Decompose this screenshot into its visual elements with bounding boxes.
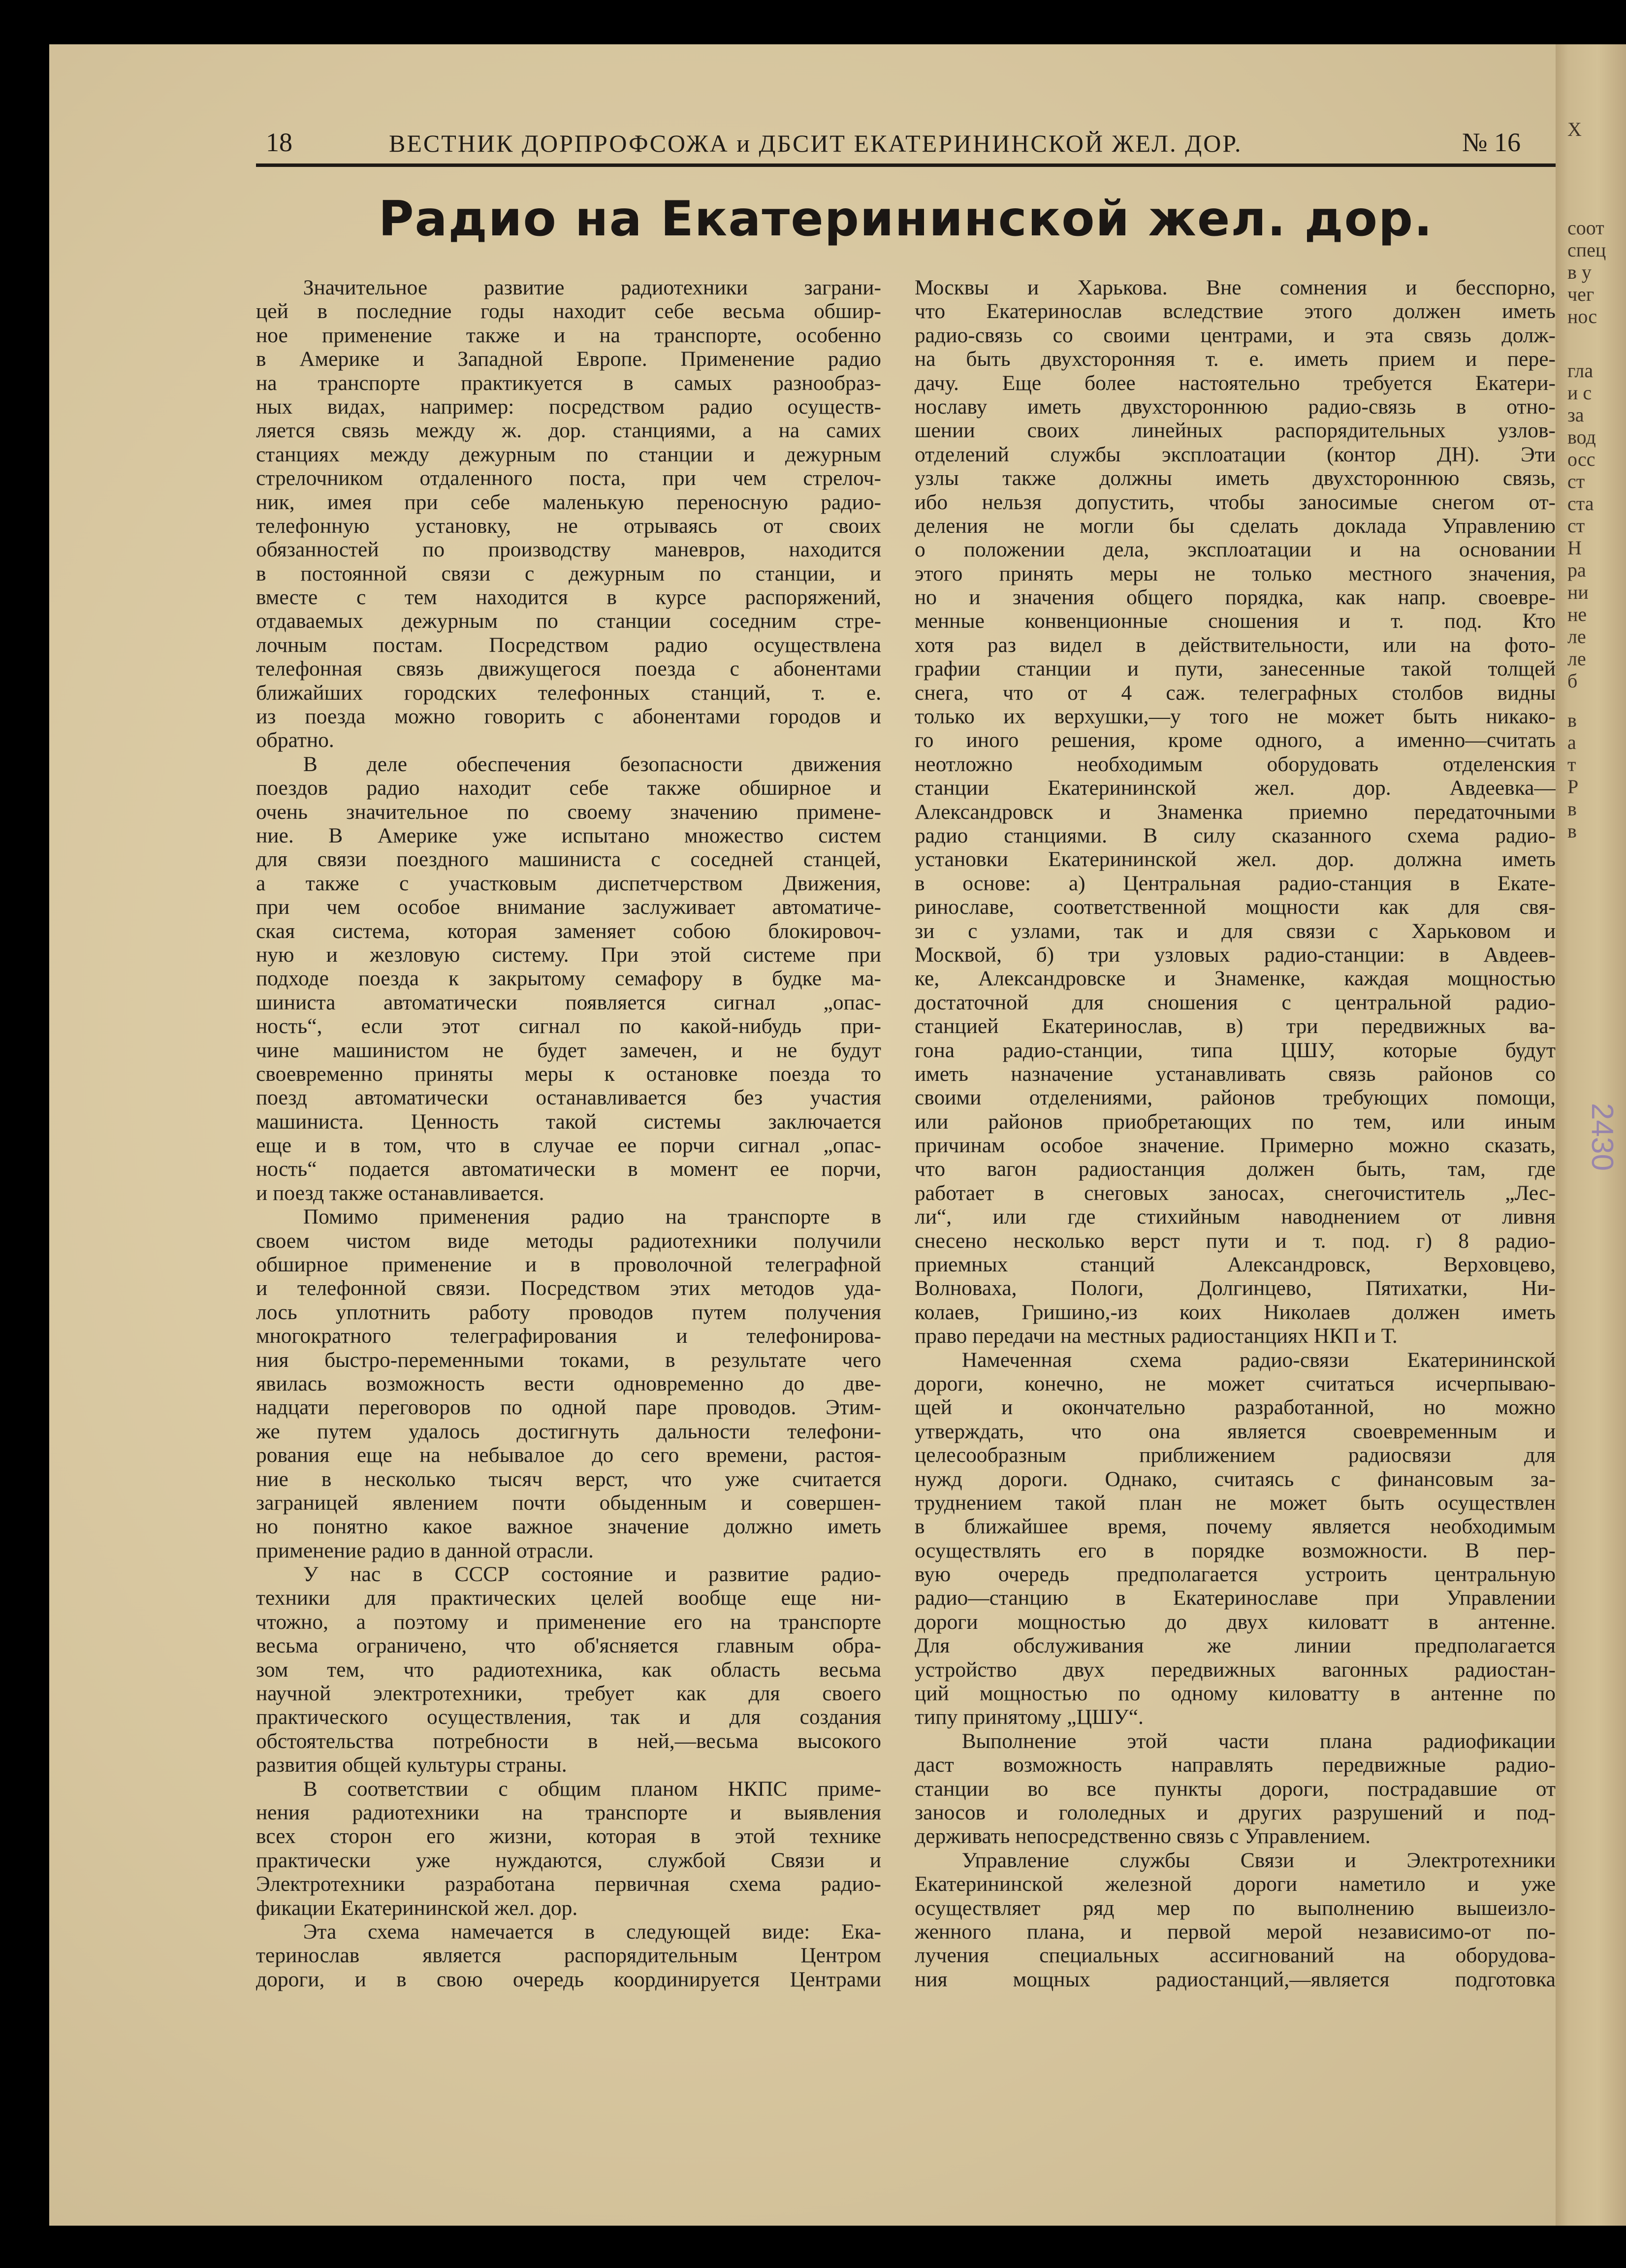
text-line: дороги, и в свою очередь координируется Центрами bbox=[256, 1967, 881, 1991]
text-line: практического осуществления, так и для создания bbox=[256, 1705, 881, 1729]
adjacent-page-fragment: ни bbox=[1567, 581, 1589, 603]
text-line: ляется связь между ж. дор. станциями, а на самих bbox=[256, 419, 881, 443]
text-line: чине машинистом не будет замечен, и не будут bbox=[256, 1038, 881, 1062]
text-line: телефонную установку, не отрываясь от своих bbox=[256, 514, 881, 538]
text-line: в Америке и Западной Европе. Применение радио bbox=[256, 347, 881, 371]
text-line: очень значительное по своему значению примене- bbox=[256, 800, 881, 824]
adjacent-page-fragment: б bbox=[1567, 670, 1578, 692]
text-line: научной электротехники, требует как для своего bbox=[256, 1682, 881, 1706]
text-line: зом тем, что радиотехника, как область весьма bbox=[256, 1657, 881, 1682]
text-line: В соответствии с общим планом НКПС приме- bbox=[303, 1777, 881, 1801]
text-line: из поезда можно говорить с абонентами городов и bbox=[256, 705, 881, 729]
text-line: станциях между дежурным по станции и дежурным bbox=[256, 442, 881, 466]
text-line: ринославе, соответственной мощности как для свя- bbox=[915, 895, 1556, 919]
text-line: подходе поезда к закрытому семафору в будке ма- bbox=[256, 967, 881, 991]
text-line: Намеченная схема радио-связи Екатерининской bbox=[961, 1348, 1556, 1372]
text-line: зи с узлами, так и для связи с Харьковом и bbox=[915, 919, 1556, 943]
text-line: ибо нельзя допустить, чтобы заносимые снегом от- bbox=[915, 490, 1556, 514]
adjacent-page-fragment: и с bbox=[1567, 382, 1592, 404]
adjacent-page-fragment: в bbox=[1567, 798, 1577, 820]
text-line: обстоятельства потребности в ней,—весьма высокого bbox=[256, 1729, 881, 1753]
adjacent-page-fragment: вод bbox=[1567, 426, 1596, 448]
text-line: Значительное развитие радиотехники заграни- bbox=[303, 276, 881, 299]
text-line: отделений службы эксплоатации (контор ДН). Эти bbox=[915, 442, 1556, 466]
text-line: держивать непосредственно связь с Управлением. bbox=[915, 1824, 1371, 1848]
text-line: В деле обеспечения безопасности движения bbox=[303, 752, 881, 776]
text-line: для связи поездного машиниста с соседней станцей, bbox=[256, 847, 881, 872]
text-line: станцией Екатеринослав, в) три передвижных ва- bbox=[915, 1014, 1556, 1038]
text-line: Управление службы Связи и Электротехники bbox=[961, 1848, 1556, 1872]
text-line: еще и в том, что в случае ее порчи сигнал „опас- bbox=[256, 1134, 881, 1158]
page-number: 18 bbox=[266, 128, 292, 157]
text-line: причинам особое значение. Примерно можно сказать, bbox=[915, 1134, 1556, 1158]
text-line: и телефонной связи. Посредством этих методов уда- bbox=[256, 1276, 881, 1300]
text-line: даст возможность направлять передвижные радио- bbox=[915, 1753, 1556, 1777]
text-line: цей в последние годы находит себе весьма обшир- bbox=[256, 299, 881, 324]
text-line: нославу иметь двухстороннюю радио-связь в отно- bbox=[915, 394, 1556, 419]
text-line: применение радио в данной отрасли. bbox=[256, 1538, 594, 1562]
text-line: поездов радио находит себе также обширное и bbox=[256, 776, 881, 800]
text-line: ке, Александровске и Знаменке, каждая мощностью bbox=[915, 967, 1556, 991]
adjacent-page-fragment: Р bbox=[1567, 776, 1579, 798]
text-line: графии станции и пути, занесенные такой толщей bbox=[915, 657, 1556, 681]
text-line: на быть двухсторонняя т. е. иметь прием и пере- bbox=[915, 347, 1556, 371]
text-line: станции во все пункты дороги, пострадавшие от bbox=[915, 1777, 1556, 1801]
adjacent-page-fragment: соот bbox=[1567, 217, 1604, 239]
text-line: щей и окончательно разработанной, но можно bbox=[915, 1395, 1556, 1420]
text-line: ния мощных радиостанций,—является подготовка bbox=[915, 1967, 1556, 1991]
adjacent-page-fragment: нос bbox=[1567, 305, 1597, 327]
text-line: Для обслуживания же линии предполагается bbox=[915, 1634, 1556, 1658]
text-line: дачу. Еще более настоятельно требуется Екатери- bbox=[915, 371, 1556, 395]
text-line: устройство двух передвижных вагонных радиостан- bbox=[915, 1657, 1556, 1682]
text-line: в постоянной связи с дежурным по станции, и bbox=[256, 561, 881, 585]
text-line: ская система, которая заменяет собою блокировоч- bbox=[256, 919, 881, 943]
text-line: но и значения общего порядка, как напр. своевре- bbox=[915, 585, 1556, 610]
journal-title: ВЕСТНИК ДОРПРОФСОЖА и ДБСИТ ЕКАТЕРИНИНСКОЙ ЖЕЛ. ДОР. bbox=[389, 130, 1243, 157]
text-line: ние. В Америке уже испытано множество систем bbox=[256, 823, 881, 847]
adjacent-page-fragment: ле bbox=[1567, 625, 1586, 648]
text-line: что Екатеринослав вследствие этого должен иметь bbox=[915, 299, 1556, 324]
text-line: или районов приобретающих по тем, или иным bbox=[915, 1109, 1556, 1134]
text-line: ник, имея при себе маленькую переносную радио- bbox=[256, 490, 881, 514]
text-line: же путем удалось достигнуть дальности телефони- bbox=[256, 1419, 881, 1443]
adjacent-page-fragment: в bbox=[1567, 820, 1577, 842]
text-line: Екатерининской железной дороги наметило и уже bbox=[915, 1872, 1556, 1896]
text-line: работает в снеговых заносах, снегочиститель „Лес- bbox=[915, 1181, 1556, 1205]
adjacent-page-fragment: за bbox=[1567, 404, 1584, 426]
text-line: машиниста. Ценность такой системы заключается bbox=[256, 1109, 881, 1134]
text-line: Москвой, б) три узловых радио-станции: в Авдеев- bbox=[915, 942, 1556, 967]
text-line: лучения специальных ассигнований на оборудова- bbox=[915, 1944, 1556, 1968]
text-line: обширное применение и в проволочной телеграфной bbox=[256, 1253, 881, 1277]
text-line: узлы также должны иметь двухстороннюю связь, bbox=[915, 466, 1556, 490]
text-line: ность“ подается автоматически в момент ее порчи, bbox=[256, 1157, 881, 1181]
adjacent-page-fragment: в у bbox=[1567, 261, 1592, 283]
text-line: этого принять меры не только местного значения, bbox=[915, 561, 1556, 585]
text-line: что вагон радиостанция должен быть, там, где bbox=[915, 1157, 1556, 1181]
text-line: своевременно приняты меры к остановке поезда то bbox=[256, 1062, 881, 1086]
adjacent-page-fragment: в bbox=[1567, 709, 1577, 731]
header-rule bbox=[256, 163, 1556, 167]
text-line: труднением такой план не может быть осуществлен bbox=[915, 1490, 1556, 1515]
right-column bbox=[915, 276, 1556, 1991]
text-line: ное применение также и на транспорте, особенно bbox=[256, 323, 881, 347]
text-line: целесообразным приближением радиосвязи для bbox=[915, 1443, 1556, 1467]
text-line: техники для практических целей вообще еще ни- bbox=[256, 1586, 881, 1610]
adjacent-page-fragment: Х bbox=[1567, 118, 1582, 140]
adjacent-page-fragment: ст bbox=[1567, 515, 1585, 537]
text-line: Помимо применения радио на транспорте в bbox=[303, 1205, 881, 1229]
text-line: обратно. bbox=[256, 728, 334, 752]
text-line: а также с участковым диспетчерством Движения, bbox=[256, 871, 881, 895]
adjacent-page-fragment: осс bbox=[1567, 448, 1595, 470]
text-line: поезд автоматически останавливается без участия bbox=[256, 1086, 881, 1110]
issue-number: № 16 bbox=[1462, 128, 1521, 157]
text-line: деления не могли бы сделать доклада Управлению bbox=[915, 514, 1556, 538]
text-line: радио станциями. В силу сказанного схема радио- bbox=[915, 823, 1556, 847]
text-line: менные конвенционные сношения и т. под. Кто bbox=[915, 609, 1556, 633]
text-line: ную и жезловую систему. При этой системе при bbox=[256, 942, 881, 967]
text-line: ций мощностью по одному киловатту в антенне по bbox=[915, 1682, 1556, 1706]
text-line: но понятно какое важное значение должно иметь bbox=[256, 1515, 881, 1539]
text-line: нужд дороги. Однако, считаясь с финансовым за- bbox=[915, 1467, 1556, 1491]
text-line: осуществлять его в порядке возможности. В пер- bbox=[915, 1538, 1556, 1562]
text-line: лось уплотнить работу проводов путем получения bbox=[256, 1300, 881, 1324]
text-line: всех сторон его жизни, которая в этой технике bbox=[256, 1824, 881, 1848]
text-line: весьма ограничено, что об'ясняется главным обра- bbox=[256, 1634, 881, 1658]
text-line: Волноваха, Пологи, Долгинцево, Пятихатки, Ни- bbox=[915, 1276, 1556, 1300]
text-line: иметь назначение устанавливать связь районов со bbox=[915, 1062, 1556, 1086]
adjacent-page-fragment: Н bbox=[1567, 537, 1582, 559]
text-line: достаточной для сношения с центральной радио- bbox=[915, 990, 1556, 1014]
text-line: заграницей явлением почти обыденным и совершен- bbox=[256, 1490, 881, 1515]
text-line: ние в несколько тысяч верст, что уже считается bbox=[256, 1467, 881, 1491]
text-line: шении своих линейных распорядительных узлов- bbox=[915, 419, 1556, 443]
text-line: явилась возможность вести одновременно до две- bbox=[256, 1371, 881, 1395]
text-line: вую очередь предполагается устроить центральную bbox=[915, 1562, 1556, 1587]
text-line: на транспорте практикуется в самых разнообраз- bbox=[256, 371, 881, 395]
text-line: практически уже нуждаются, службой Связи и bbox=[256, 1848, 881, 1872]
text-line: радио-связь со своими центрами, и эта связь долж- bbox=[915, 323, 1556, 347]
text-line: и поезд также останавливается. bbox=[256, 1181, 544, 1205]
text-line: отдаваемых дежурным по станции соседним стре- bbox=[256, 609, 881, 633]
adjacent-page-fragment: гла bbox=[1567, 359, 1594, 382]
text-line: чтожно, а поэтому и применение его на транспорте bbox=[256, 1610, 881, 1634]
text-line: снега, что от 4 саж. телеграфных столбов видны bbox=[915, 680, 1556, 705]
article-title: Радио на Екатерининской жел. дор. bbox=[378, 191, 1434, 247]
text-line: гона радио-станции, типа ЦШУ, которые будут bbox=[915, 1038, 1556, 1062]
text-line: снесено несколько верст пути и т. под. г) 8 радио- bbox=[915, 1229, 1556, 1253]
text-line: хотя раз видел в действительности, или на фото- bbox=[915, 633, 1556, 657]
text-line: го иного решения, кроме одного, а именно—считать bbox=[915, 728, 1556, 752]
left-column bbox=[256, 276, 881, 1991]
text-line: лочным постам. Посредством радио осуществлена bbox=[256, 633, 881, 657]
text-line: Эта схема намечается в следующей виде: Ека- bbox=[303, 1919, 881, 1944]
text-line: осуществляет ряд мер по выполнению вышеизло- bbox=[915, 1896, 1556, 1920]
text-line: своими отделениями, районов требующих помощи, bbox=[915, 1086, 1556, 1110]
adjacent-page-fragment: не bbox=[1567, 603, 1587, 625]
text-line: ли“, или где стихийным наводнением от ливня bbox=[915, 1205, 1556, 1229]
text-line: вместе с тем находится в курсе распоряжений, bbox=[256, 585, 881, 610]
adjacent-page-fragment: спец bbox=[1567, 239, 1606, 261]
adjacent-page-fragment: чег bbox=[1567, 283, 1594, 305]
text-line: Электротехники разработана первичная схема радио- bbox=[256, 1872, 881, 1896]
text-line: станции Екатерининской жел. дор. Авдеевка— bbox=[915, 776, 1556, 800]
text-line: ность“, если этот сигнал по какой-нибудь при- bbox=[256, 1014, 881, 1038]
text-line: стрелочником отдаленного поста, при чем стрелоч- bbox=[256, 466, 881, 490]
running-header bbox=[266, 127, 1556, 166]
text-line: своем чистом виде методы радиотехники получили bbox=[256, 1229, 881, 1253]
text-line: женного плана, и первой мерой независимо-от по- bbox=[915, 1919, 1556, 1944]
text-line: Александровск и Знаменка приемно передаточными bbox=[915, 800, 1556, 824]
text-line: теринослав является распорядительным Центром bbox=[256, 1944, 881, 1968]
text-line: приемных станций Александровск, Верховцево, bbox=[915, 1253, 1556, 1277]
text-line: колаев, Гришино,-из коих Николаев должен иметь bbox=[915, 1300, 1556, 1324]
adjacent-page-fragment: ста bbox=[1567, 492, 1594, 515]
text-line: многократного телеграфирования и телефонирова- bbox=[256, 1324, 881, 1348]
text-line: У нас в СССР состояние и развитие радио- bbox=[303, 1562, 881, 1587]
text-line: шиниста автоматически появляется сигнал „опас- bbox=[256, 990, 881, 1014]
text-line: развития общей культуры страны. bbox=[256, 1753, 567, 1777]
text-line: дороги мощностью до двух киловатт в антенне. bbox=[915, 1610, 1556, 1634]
adjacent-page-fragment: т bbox=[1567, 753, 1576, 776]
text-line: утверждать, что она является своевременным и bbox=[915, 1419, 1556, 1443]
text-line: заносов и гололедных и других разрушений и под- bbox=[915, 1801, 1556, 1824]
text-line: рования еще на небывалое до сего времени, растоя- bbox=[256, 1443, 881, 1467]
text-line: только их верхушки,—у того не может быть никако- bbox=[915, 705, 1556, 729]
text-line: ных видах, например: посредством радио осуществ- bbox=[256, 394, 881, 419]
text-line: надцати переговоров по одной паре проводов. Этим- bbox=[256, 1395, 881, 1420]
text-line: в основе: а) Центральная радио-станция в Екате- bbox=[915, 871, 1556, 895]
text-line: обязанностей по производству маневров, находится bbox=[256, 538, 881, 562]
text-line: установки Екатерининской жел. дор. должна иметь bbox=[915, 847, 1556, 872]
text-line: радио—станцию в Екатеринославе при Управлении bbox=[915, 1586, 1556, 1610]
text-line: фикации Екатерининской жел. дор. bbox=[256, 1896, 578, 1920]
text-line: типу принятому „ЦШУ“. bbox=[915, 1705, 1144, 1729]
library-stamp: 2430 bbox=[1585, 1103, 1619, 1171]
adjacent-page-fragment: а bbox=[1567, 731, 1576, 753]
text-line: неотложно необходимым оборудовать отделенския bbox=[915, 752, 1556, 776]
text-line: при чем особое внимание заслуживает автоматиче- bbox=[256, 895, 881, 919]
text-line: о положении дела, эксплоатации и на основании bbox=[915, 538, 1556, 562]
adjacent-page-fragment: ра bbox=[1567, 559, 1586, 581]
text-line: ния быстро-переменными токами, в результате чего bbox=[256, 1348, 881, 1372]
text-line: Выполнение этой части плана радиофикации bbox=[961, 1729, 1556, 1753]
adjacent-page-fragment: ст bbox=[1567, 470, 1585, 492]
adjacent-page-fragment: ле bbox=[1567, 648, 1586, 670]
text-line: нения радиотехники на транспорте и выявления bbox=[256, 1801, 881, 1824]
text-line: дороги, конечно, не может считаться исчерпываю- bbox=[915, 1371, 1556, 1395]
text-line: ближайших городских телефонных станций, т. е. bbox=[256, 680, 881, 705]
text-line: право передачи на местных радиостанциях НКП и Т. bbox=[915, 1324, 1398, 1348]
text-line: в ближайшее время, почему является необходимым bbox=[915, 1515, 1556, 1539]
text-line: Москвы и Харькова. Вне сомнения и бесспорно, bbox=[915, 276, 1556, 299]
text-line: телефонная связь движущегося поезда с абонентами bbox=[256, 657, 881, 681]
